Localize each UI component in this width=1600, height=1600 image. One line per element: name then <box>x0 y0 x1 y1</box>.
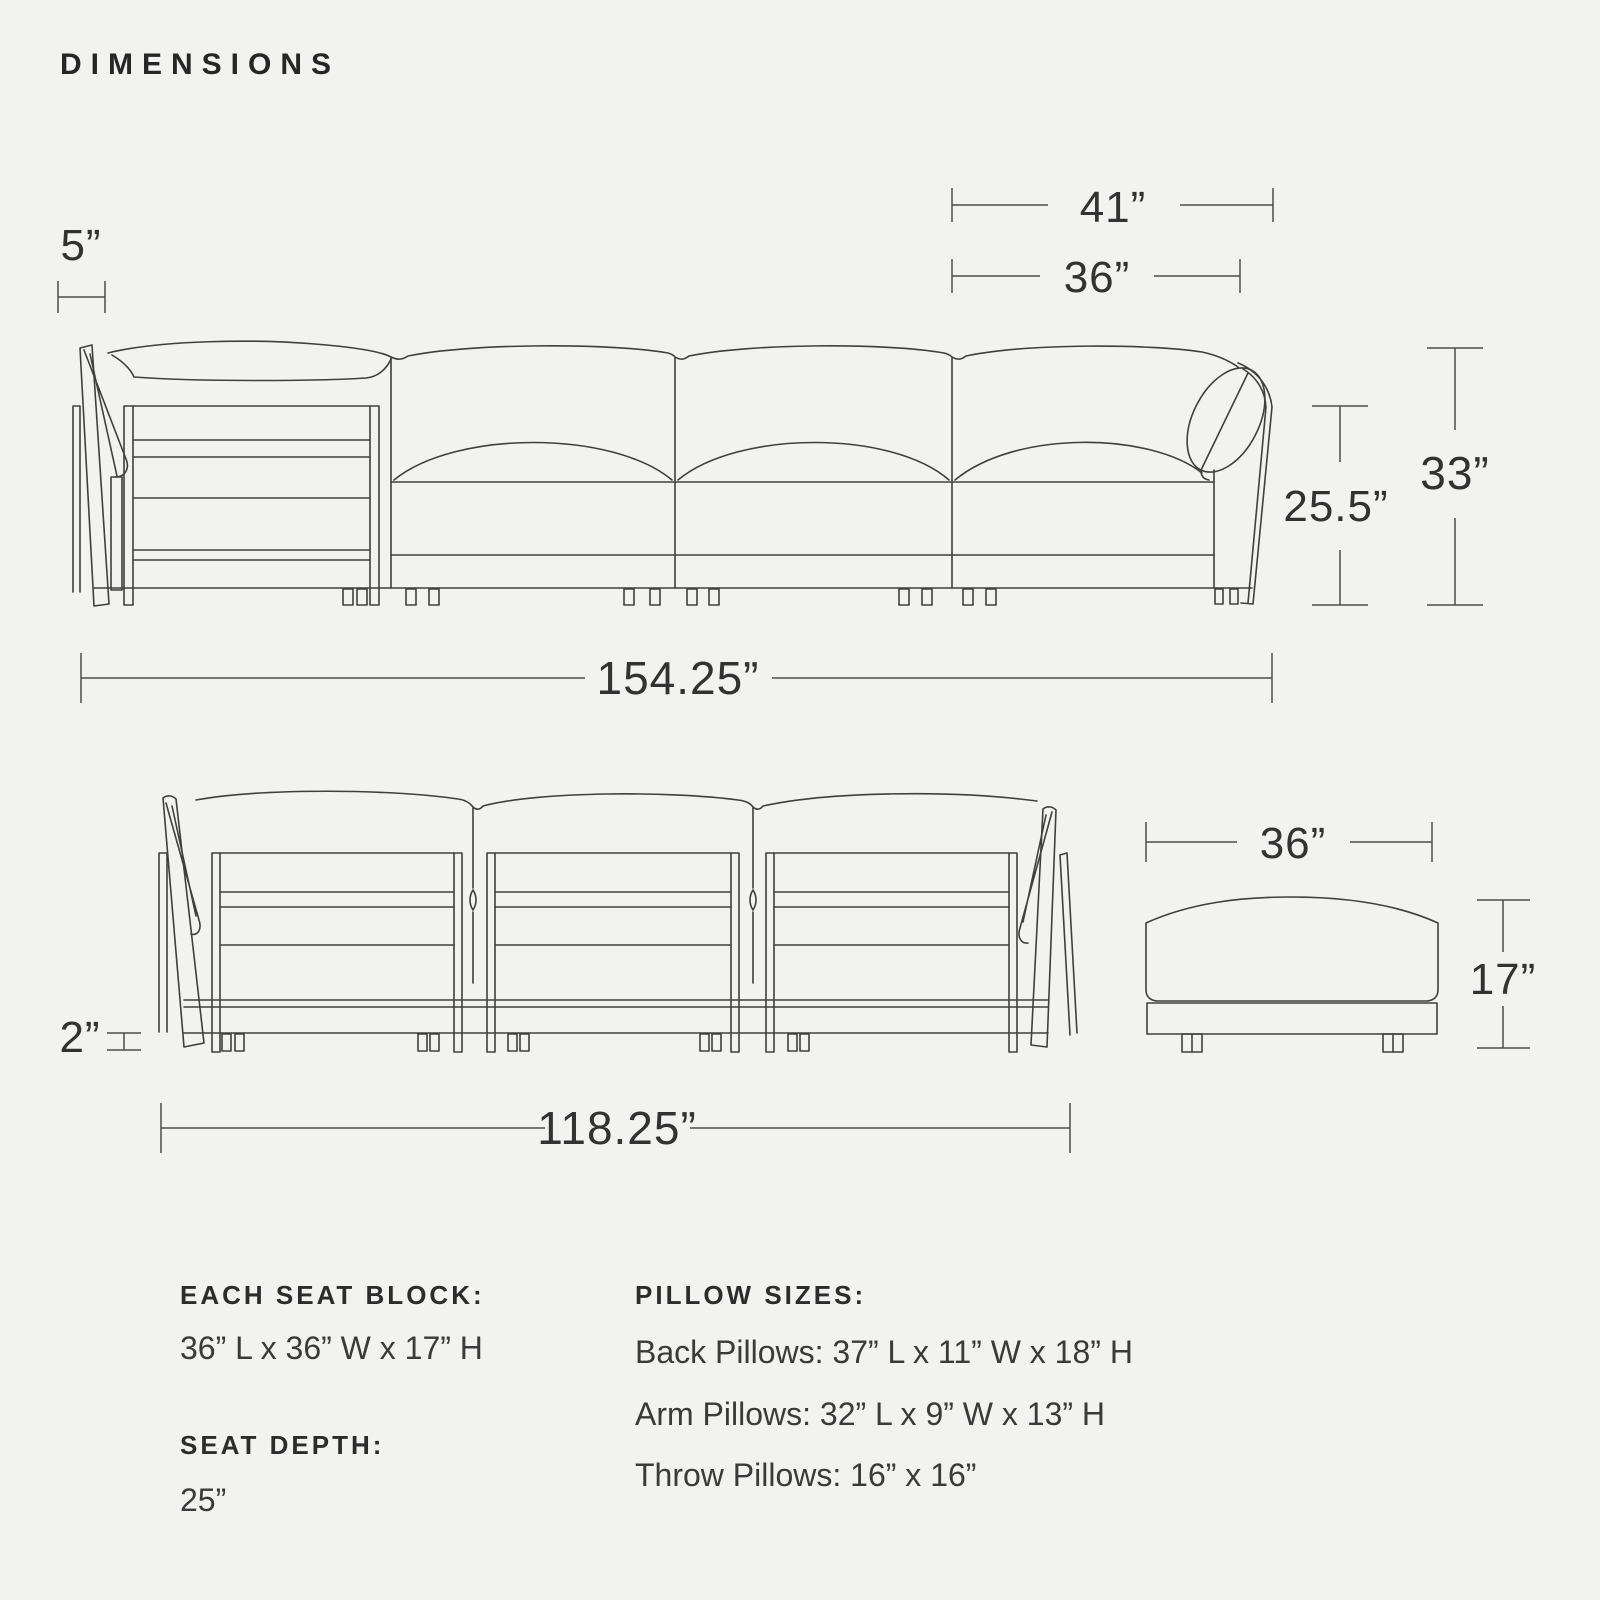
ottoman-legs <box>1182 1034 1403 1052</box>
back-base-lines <box>184 1000 1048 1033</box>
ottoman-view <box>1146 897 1438 1052</box>
dim-label-ottoman-width: 36” <box>1259 819 1327 868</box>
seat-block-heading: EACH SEAT BLOCK: <box>180 1280 485 1310</box>
front-left-arm <box>80 345 109 606</box>
front-legs <box>343 589 1238 605</box>
pillow-size-arm: Arm Pillows: 32” L x 9” W x 13” H <box>635 1396 1106 1432</box>
dim-label-back-overall-width: 118.25” <box>537 1102 697 1154</box>
back-top-silhouette <box>196 791 1037 809</box>
seat-block-value: 36” L x 36” W x 17” H <box>180 1330 483 1366</box>
dim-label-seat-with-arm: 41” <box>1079 183 1147 232</box>
page-title: DIMENSIONS <box>60 48 341 81</box>
back-left-pillow <box>166 803 200 934</box>
back-left-panel <box>159 853 167 1032</box>
dim-label-back-height: 25.5” <box>1283 482 1389 531</box>
dim-label-overall-width: 154.25” <box>596 652 760 704</box>
dim-label-seat-width: 36” <box>1063 253 1131 302</box>
back-legs <box>222 1034 809 1051</box>
front-module-dividers <box>391 358 1214 588</box>
dim-label-arm-width: 5” <box>60 221 102 270</box>
front-left-back-panel <box>73 406 80 592</box>
dim-label-ottoman-height: 17” <box>1469 955 1537 1004</box>
back-module-joints <box>470 808 756 983</box>
dim-label-overall-height: 33” <box>1420 447 1490 499</box>
sofa-back-view <box>159 791 1077 1052</box>
front-frame-rails <box>133 406 370 560</box>
ottoman-cushion <box>1146 897 1438 1001</box>
dim-line-arm-width <box>58 281 105 313</box>
front-back-silhouette <box>108 341 1238 367</box>
front-frame-right-post <box>370 406 379 605</box>
pillow-sizes-heading: PILLOW SIZES: <box>635 1280 867 1310</box>
back-frame-module-3 <box>766 853 1017 1052</box>
dim-line-leg-clearance <box>107 1033 141 1050</box>
front-bolster-seam <box>1201 373 1248 480</box>
back-right-panel <box>1060 853 1077 1035</box>
front-right-arm <box>1238 363 1272 604</box>
front-corner-cushion-top <box>112 355 391 381</box>
front-left-arm-pillow <box>84 350 127 477</box>
front-seat-cushion-arcs <box>394 442 1202 480</box>
back-left-arm <box>163 796 204 1047</box>
back-right-pillow <box>1019 812 1052 943</box>
sofa-front-view <box>73 341 1281 606</box>
seat-depth-value: 25” <box>180 1482 227 1518</box>
dim-label-leg-clearance: 2” <box>59 1013 101 1062</box>
pillow-size-back: Back Pillows: 37” L x 11” W x 18” H <box>635 1334 1133 1370</box>
seat-depth-heading: SEAT DEPTH: <box>180 1430 385 1460</box>
back-frame-module-1 <box>212 853 462 1052</box>
front-frame-left-post <box>124 406 133 605</box>
front-frame-inner-post <box>111 477 122 590</box>
pillow-size-throw: Throw Pillows: 16” x 16” <box>635 1457 977 1493</box>
back-frame-module-2 <box>487 853 739 1052</box>
ottoman-base <box>1147 1003 1437 1034</box>
dimension-annotations <box>58 183 1536 1154</box>
